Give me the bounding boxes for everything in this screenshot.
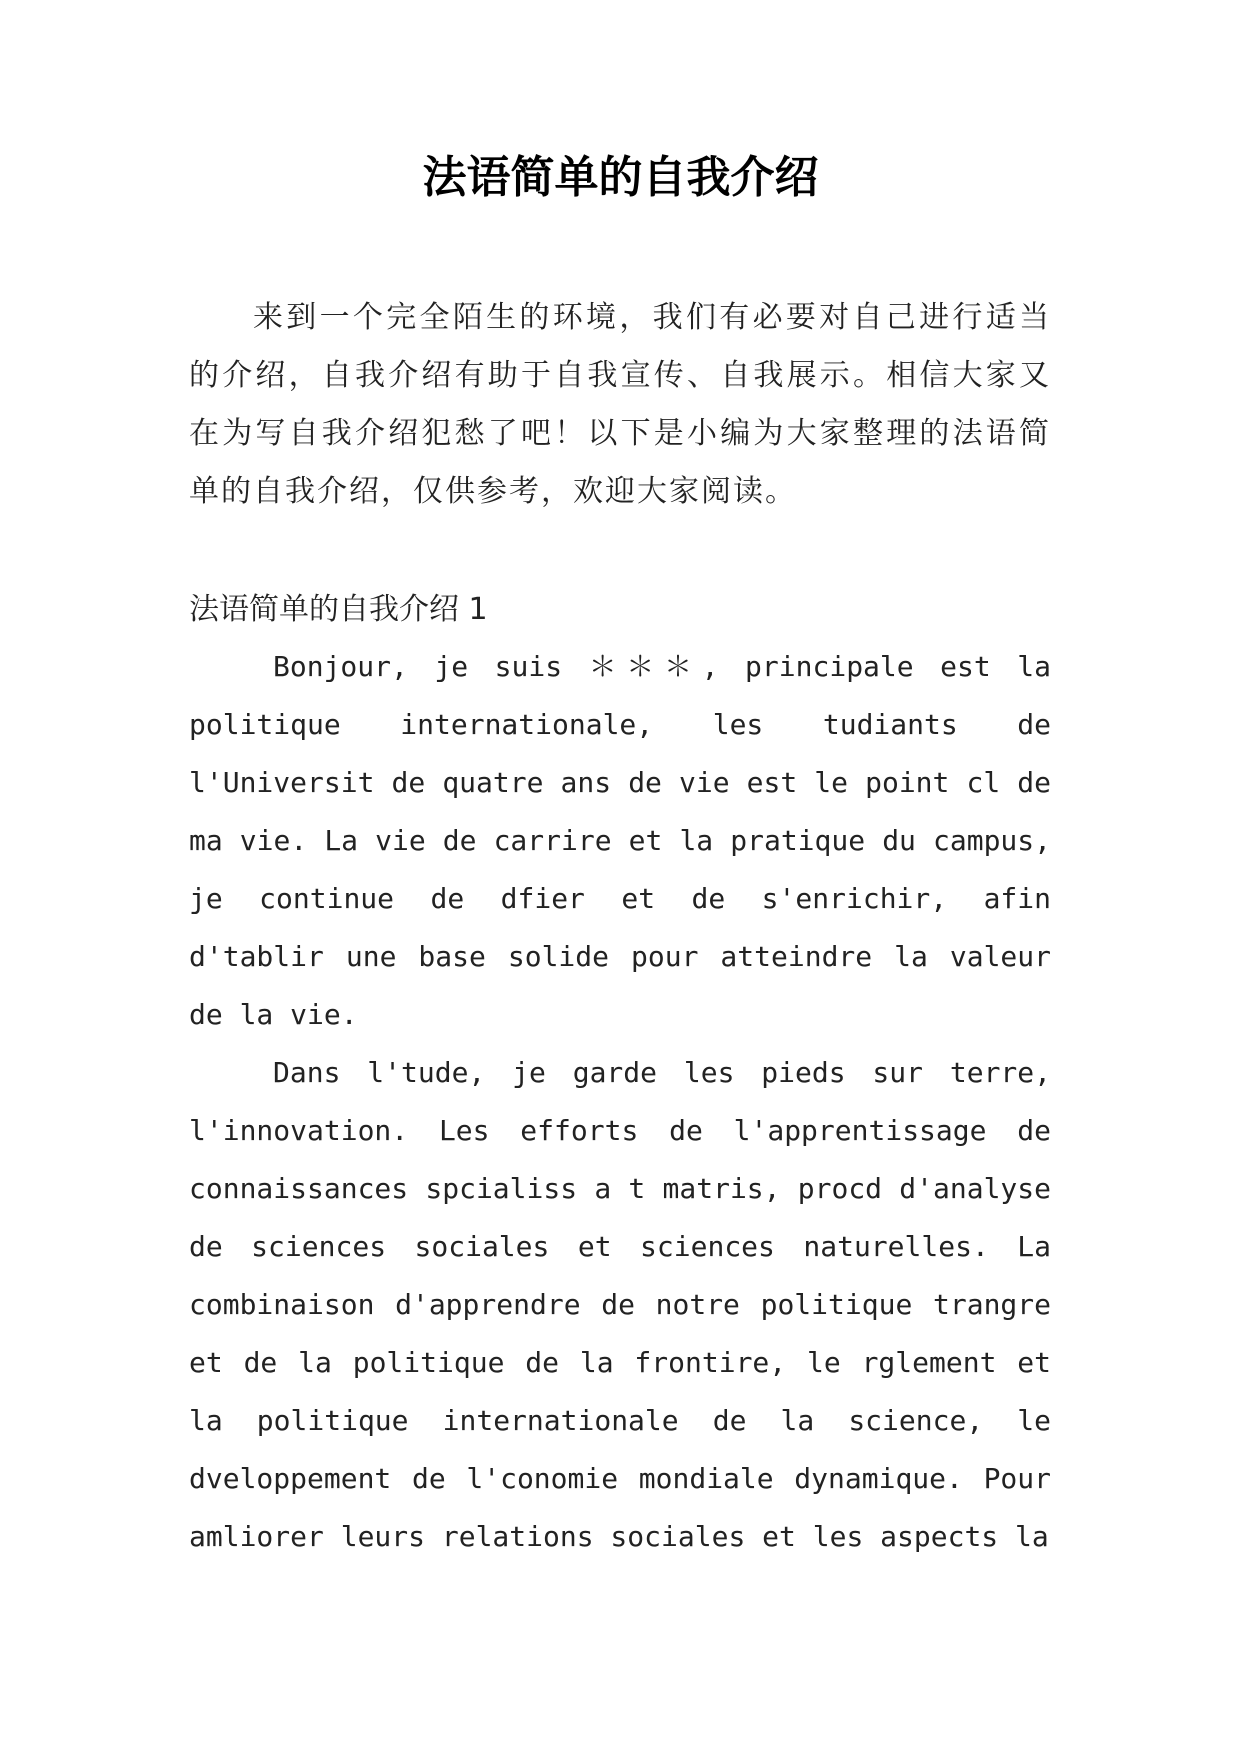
- section-heading: 法语简单的自我介绍 1: [189, 592, 488, 627]
- body-paragraph: Dans l'tude, je garde les pieds sur terre, l'innovation. Les efforts de l'apprentissage de connaissances spcialiss a t matris, procd d'analyse de sciences sociales et sciences naturelles. La combinaison d'apprendre de notre politique trangre et de la politique de la frontire, le rglement et la politique internationale de la science, le dveloppement de l'conomie mondiale dynamique. Pour amliorer leurs relations sociales et les aspects la: [189, 1056, 1051, 1553]
- body-paragraph: Bonjour, je suis ＊＊＊, principale est la politique internationale, les tudiants de l'Universit de quatre ans de vie est le point cl de ma vie. La vie de carrire et la pratique du campus, je continue de dfier et de s'enrichir, afin d'tablir une base solide pour atteindre la valeur de la vie.: [189, 650, 1051, 1031]
- intro-paragraph: 来到一个完全陌生的环境，我们有必要对自己进行适当的介绍，自我介绍有助于自我宣传、自我展示。相信大家又在为写自我介绍犯愁了吧！以下是小编为大家整理的法语简单的自我介绍，仅供参考，欢迎大家阅读。: [189, 300, 1051, 509]
- document-title: 法语简单的自我介绍: [422, 152, 819, 203]
